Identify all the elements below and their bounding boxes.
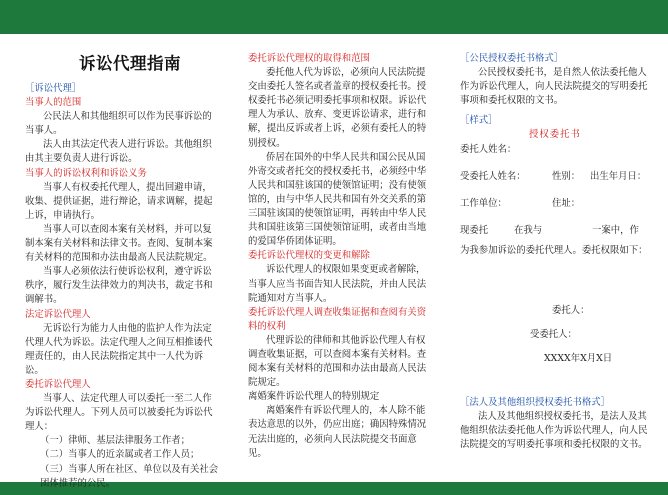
heading-entrusted-agent: 委托诉讼代理人 [25, 378, 91, 390]
paragraph-legal-agent: 无诉讼行为能力人由他的监护人作为法定代理人代为诉讼。法定代理人之间互相推诿代理责任的，由人民法院指定其中一人代为诉讼。 [25, 322, 213, 376]
list-item: （一）律师、基层法律服务工作者； [40, 435, 191, 447]
paragraph-org-form: 法人及其他组织授权委托书，是法人及其他组织依法委托他人作为诉讼代理人，向人民法院提交的写明委托事项和委托权限的文书。 [460, 411, 648, 451]
form-line-principal [460, 143, 650, 157]
top-banner [0, 0, 668, 34]
form-line-agent [460, 170, 650, 184]
heading-sample: ［样式］ [460, 115, 498, 127]
paragraph-party-rights-1: 当事人有权委托代理人，提出回避申请，收集、提供证据，进行辩论，请求调解，提起上诉，申请执行。 [25, 181, 213, 221]
label-address: 住址： [552, 197, 581, 209]
label-agent-authority: 为我参加诉讼的委托代理人。委托权限如下： [460, 244, 648, 256]
paragraph-agency-procedure-2: 侨居在国外的中华人民共和国公民从国外寄交或者托交的授权委托书，必须经中华人民共和国驻该国的使领馆证明；没有使领馆的，由与中华人民共和国有外交关系的第三国驻该国的使领馆证明，再转由中华人民共和国驻该第三国使领馆证明，或者由当地的爱国华侨团体证明。 [248, 151, 427, 248]
label-agent-name: 受委托人姓名： [460, 170, 526, 182]
paragraph-agency-change: 诉讼代理人的权限如果变更或者解除，当事人应当书面告知人民法院，并由人民法院通知对方当事人。 [248, 264, 427, 304]
column-left [25, 82, 221, 491]
heading-agency-change: 委托诉讼代理权的变更和解除 [248, 250, 370, 262]
heading-agency-procedure: 委托诉讼代理权的取得和范围 [248, 53, 370, 64]
heading-org-form: ［法人及其他组织授权委托书格式］ [460, 396, 611, 408]
paragraph-evidence-rights: 代理诉讼的律师和其他诉讼代理人有权调查收集证据，可以查阅本案有关材料。查阅本案有关材料的范围和办法由最高人民法院规定。 [248, 334, 427, 389]
heading-legal-agent: 法定诉讼代理人 [25, 308, 91, 320]
paragraph-divorce-rules: 离婚案件有诉讼代理人的，本人除不能表达意思的以外，仍应出庭；确因特殊情况无法出庭的，必须向人民法院提交书面意见。 [248, 405, 427, 459]
paragraph-party-rights-2: 当事人可以查阅本案有关材料，并可以复制本案有关材料和法律文书。查阅、复制本案有关材料的范围和办法由最高人民法院规定。 [25, 223, 213, 264]
list-item: （二）当事人的近亲属或者工作人员； [40, 449, 200, 461]
heading-party-rights: 当事人的诉讼权利和诉讼义务 [25, 167, 147, 179]
heading-citizen-form: ［公民授权委托书格式］ [460, 53, 564, 64]
heading-divorce-rules: 离婚案件诉讼代理人的特别规定 [248, 391, 380, 403]
column-right [460, 52, 650, 452]
column-middle [248, 52, 428, 461]
form-title: 授权委托书 [529, 129, 581, 141]
heading-party-scope: 当事人的范围 [25, 97, 82, 109]
section-header-litigation-agency: ［诉讼代理］ [25, 83, 82, 94]
paragraph-citizen-form: 公民授权委托书，是自然人依法委托他人作为诉讼代理人，向人民法院提交的写明委托事项和委托权限的文书。 [460, 67, 648, 107]
paragraph-agency-procedure-1: 委托他人代为诉讼，必须向人民法院提交由委托人签名或者盖章的授权委托书。授权委托书必须记明委托事项和权限。诉讼代理人为承认、放弃、变更诉讼请求，进行和解，提出反诉或者上诉，必须有委托人的特别授权。 [248, 67, 427, 149]
form-line-entrust [460, 224, 650, 238]
label-with-me: 在我与 [514, 224, 543, 236]
spacer [460, 366, 650, 396]
label-work-unit: 工作单位： [460, 197, 507, 209]
signature-date: XXXX年X月X日 [544, 352, 613, 364]
paragraph-party-rights-3: 当事人必须依法行使诉讼权利，遵守诉讼秩序，履行发生法律效力的判决书，裁定书和调解书。 [25, 266, 213, 306]
paragraph-party-scope-1: 公民法人和其他组织可以作为民事诉讼的当事人。 [25, 111, 212, 137]
form-line-work [460, 197, 650, 211]
signature-principal: 委托人： [552, 304, 590, 316]
label-principal-name: 委托人姓名： [460, 143, 517, 155]
authority-blank-area [460, 258, 650, 304]
page-title: 诉讼代理指南 [79, 54, 181, 73]
heading-evidence-rights: 委托诉讼代理人调查收集证据和查阅有关资料的权利 [248, 306, 427, 332]
label-gender: 性别： [552, 170, 581, 182]
signature-agent: 受委托人： [530, 328, 577, 340]
label-now-entrust: 现委托 [460, 224, 489, 236]
label-birth-date: 出生年月日： [590, 170, 647, 182]
list-item: （三）当事人所在社区、单位以及有关社会团体推荐的公民。 [40, 463, 219, 489]
paragraph-entrusted-agent: 当事人、法定代理人可以委托一至二人作为诉讼代理人。下列人员可以被委托为诉讼代理人： [25, 393, 213, 433]
label-case: 一案中，作 [592, 224, 639, 236]
paragraph-party-scope-2: 法人由其法定代表人进行诉讼。其他组织由其主要负责人进行诉讼。 [25, 139, 212, 165]
